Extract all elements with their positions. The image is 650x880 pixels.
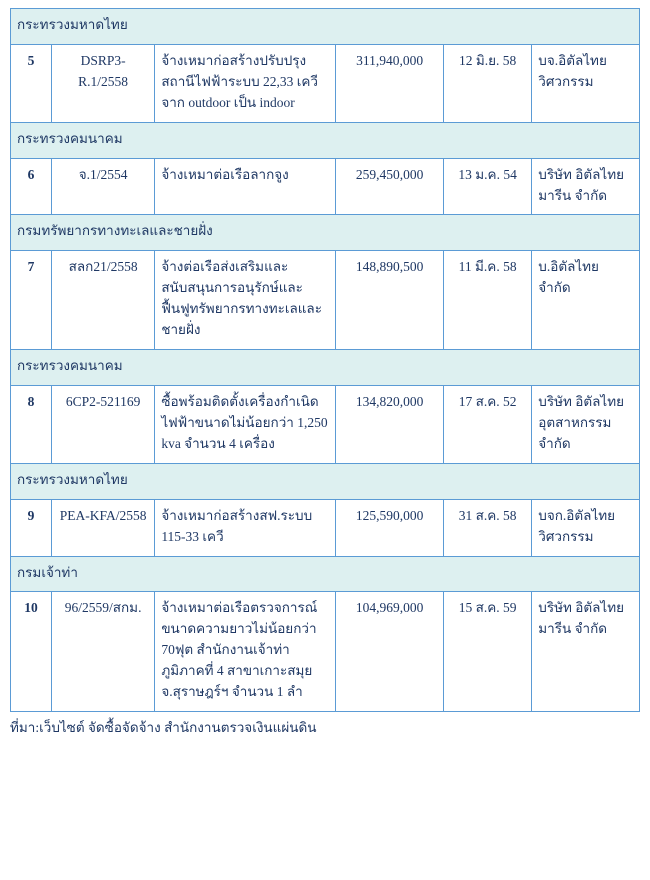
- table-row: [11, 44, 640, 122]
- table-row: [11, 385, 640, 463]
- source-footnote: ที่มา:เว็บไซต์ จัดซื้อจัดจ้าง สำนักงานตรวจเงินแผ่นดิน: [10, 720, 317, 736]
- row-description: ซื้อพร้อมติดตั้งเครื่องกำเนิดไฟฟ้าขนาดไม่น้อยกว่า 1,250 kva จำนวน 4 เครื่อง: [155, 385, 336, 463]
- group-label: กรมเจ้าท่า: [11, 556, 640, 592]
- row-reference: สลก21/2558: [51, 251, 154, 350]
- table-row: [11, 499, 640, 556]
- procurement-table: [10, 8, 640, 712]
- group-label: กระทรวงมหาดไทย: [11, 463, 640, 499]
- row-vendor: บจ.อิตัลไทย วิศวกรรม: [532, 44, 640, 122]
- row-description: จ้างเหมาก่อสร้างปรับปรุงสถานีไฟฟ้าระบบ 22,33 เควีจาก outdoor เป็น indoor: [155, 44, 336, 122]
- row-amount: 259,450,000: [336, 158, 444, 215]
- table-group-row: [11, 556, 640, 592]
- table-group-row: [11, 350, 640, 386]
- row-number: 8: [11, 385, 52, 463]
- row-description: จ้างเหมาต่อเรือตรวจการณ์ขนาดความยาวไม่น้อยกว่า 70ฟุต สำนักงานเจ้าท่าภูมิภาคที่ 4 สาขาเกาะสมุย จ.สุราษฎร์ฯ จำนวน 1 ลำ: [155, 592, 336, 712]
- row-date: 15 ส.ค. 59: [443, 592, 531, 712]
- table-body: [11, 9, 640, 712]
- row-reference: PEA-KFA/2558: [51, 499, 154, 556]
- row-date: 13 ม.ค. 54: [443, 158, 531, 215]
- table-row: [11, 592, 640, 712]
- group-label: กระทรวงคมนาคม: [11, 350, 640, 386]
- row-reference: 96/2559/สกม.: [51, 592, 154, 712]
- row-vendor: บริษัท อิตัลไทย อุตสาหกรรม จำกัด: [532, 385, 640, 463]
- table-group-row: [11, 9, 640, 45]
- group-label: กรมทรัพยากรทางทะเลและชายฝั่ง: [11, 215, 640, 251]
- row-vendor: บริษัท อิตัลไทย มารีน จำกัด: [532, 592, 640, 712]
- row-amount: 104,969,000: [336, 592, 444, 712]
- row-reference: DSRP3-R.1/2558: [51, 44, 154, 122]
- row-vendor: บริษัท อิตัลไทย มารีน จำกัด: [532, 158, 640, 215]
- row-amount: 148,890,500: [336, 251, 444, 350]
- group-label: กระทรวงมหาดไทย: [11, 9, 640, 45]
- row-description: จ้างเหมาก่อสร้างสฟ.ระบบ 115-33 เควี: [155, 499, 336, 556]
- row-number: 7: [11, 251, 52, 350]
- table-row: [11, 251, 640, 350]
- row-vendor: บจก.อิตัลไทย วิศวกรรม: [532, 499, 640, 556]
- row-description: จ้างเหมาต่อเรือลากจูง: [155, 158, 336, 215]
- row-date: 11 มี.ค. 58: [443, 251, 531, 350]
- row-amount: 134,820,000: [336, 385, 444, 463]
- table-group-row: [11, 215, 640, 251]
- row-vendor: บ.อิตัลไทย จำกัด: [532, 251, 640, 350]
- row-number: 6: [11, 158, 52, 215]
- row-number: 9: [11, 499, 52, 556]
- row-date: 17 ส.ค. 52: [443, 385, 531, 463]
- row-date: 12 มิ.ย. 58: [443, 44, 531, 122]
- row-number: 5: [11, 44, 52, 122]
- table-group-row: [11, 463, 640, 499]
- row-amount: 125,590,000: [336, 499, 444, 556]
- row-amount: 311,940,000: [336, 44, 444, 122]
- table-group-row: [11, 122, 640, 158]
- row-reference: 6CP2-521169: [51, 385, 154, 463]
- table-row: [11, 158, 640, 215]
- row-number: 10: [11, 592, 52, 712]
- row-description: จ้างต่อเรือส่งเสริมและสนับสนุนการอนุรักษ์และฟื้นฟูทรัพยากรทางทะเลและชายฝั่ง: [155, 251, 336, 350]
- row-date: 31 ส.ค. 58: [443, 499, 531, 556]
- row-reference: จ.1/2554: [51, 158, 154, 215]
- group-label: กระทรวงคมนาคม: [11, 122, 640, 158]
